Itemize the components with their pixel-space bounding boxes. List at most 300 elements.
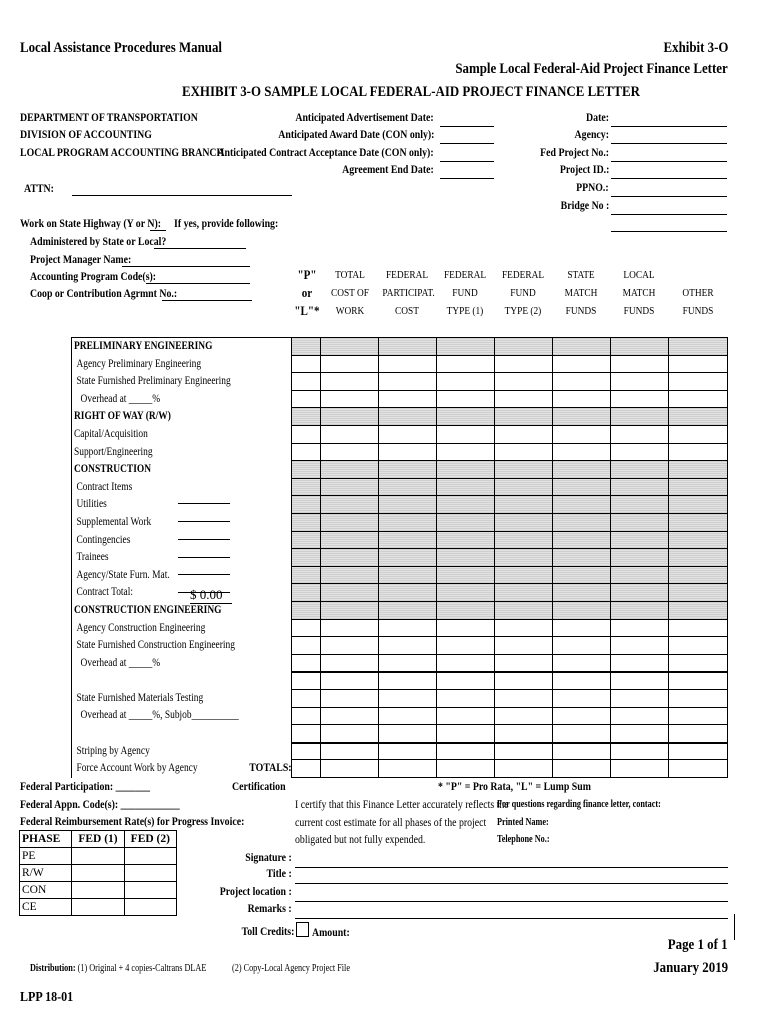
bridge-input[interactable] [611, 202, 727, 215]
grid-cell[interactable] [320, 671, 378, 689]
grid-cell[interactable] [320, 601, 378, 619]
attn-input[interactable] [72, 183, 292, 196]
toll-credits-label: Toll Credits: [241, 924, 294, 938]
grid-cell[interactable] [436, 636, 494, 654]
coop-label: Coop or Contribution Agrmnt No.: [30, 286, 178, 300]
grid-cell[interactable] [552, 707, 610, 725]
grid-cell[interactable] [668, 742, 728, 760]
agency-input[interactable] [611, 131, 727, 144]
remarks-input[interactable] [295, 906, 728, 919]
accept-date-label: Anticipated Contract Acceptance Date (CON only): [217, 145, 434, 159]
grid-cell[interactable] [378, 742, 436, 760]
grid-cell[interactable] [378, 724, 436, 742]
grid-cell[interactable] [494, 742, 552, 760]
grid-cell[interactable] [320, 689, 378, 707]
grid-cell[interactable] [552, 337, 610, 355]
grid-cell[interactable] [668, 372, 728, 390]
grid-cell[interactable] [552, 759, 610, 777]
fed-project-input[interactable] [611, 149, 727, 162]
grid-cell[interactable] [291, 689, 320, 707]
phase-cell[interactable] [72, 899, 124, 916]
grid-cell[interactable] [494, 513, 552, 531]
administered-input[interactable] [154, 236, 246, 249]
grid-cell[interactable] [610, 460, 668, 478]
grid-cell[interactable] [378, 548, 436, 566]
con-mat-label: Agency/State Furn. Mat. [76, 568, 170, 581]
mat-testing-label: State Furnished Materials Testing [76, 691, 204, 704]
grid-cell[interactable] [378, 654, 436, 672]
grid-cell[interactable] [436, 742, 494, 760]
grid-cell[interactable] [291, 355, 320, 373]
ce-overhead-label: Overhead at _____% [80, 656, 161, 669]
grid-cell[interactable] [320, 707, 378, 725]
grid-cell[interactable] [552, 478, 610, 496]
ppno-input[interactable] [611, 184, 727, 197]
grid-cell[interactable] [436, 583, 494, 601]
grid-cell[interactable] [320, 407, 378, 425]
certification-label: Certification [232, 779, 286, 793]
grid-cell[interactable] [610, 407, 668, 425]
grid-cell[interactable] [668, 443, 728, 461]
grid-cell[interactable] [320, 337, 378, 355]
administered-label: Administered by State or Local? [30, 234, 167, 248]
grid-cell[interactable] [436, 495, 494, 513]
grid-cell[interactable] [320, 654, 378, 672]
grid-cell[interactable] [378, 337, 436, 355]
grid-cell[interactable] [291, 425, 320, 443]
grid-cell[interactable] [436, 654, 494, 672]
grid-cell[interactable] [552, 724, 610, 742]
grid-cell[interactable] [291, 759, 320, 777]
grid-cell[interactable] [668, 601, 728, 619]
title-input[interactable] [295, 871, 728, 884]
grid-cell[interactable] [378, 390, 436, 408]
grid-cell[interactable] [668, 460, 728, 478]
col-total-header: TOTAL COST OF WORK [330, 269, 370, 317]
grid-cell[interactable] [494, 654, 552, 672]
grid-cell[interactable] [320, 759, 378, 777]
state-hwy-label: Work on State Highway (Y or N): [20, 216, 162, 230]
grid-cell[interactable] [668, 355, 728, 373]
signature-label: Signature : [245, 850, 292, 864]
grid-cell[interactable] [610, 689, 668, 707]
phase-cell[interactable] [124, 899, 176, 916]
col-fed1-header: FEDERAL FUND TYPE (1) [443, 269, 487, 317]
state-hwy-input[interactable] [150, 218, 166, 231]
grid-cell[interactable] [378, 478, 436, 496]
grid-cell[interactable] [610, 531, 668, 549]
accept-date-input[interactable] [440, 149, 494, 162]
striping-label: Striping by Agency [76, 744, 150, 757]
grid-cell[interactable] [291, 548, 320, 566]
grid-cell[interactable] [668, 724, 728, 742]
grid-cell[interactable] [668, 407, 728, 425]
grid-cell[interactable] [378, 513, 436, 531]
attn-label: ATTN: [24, 181, 54, 195]
grid-cell[interactable] [378, 355, 436, 373]
cert-text-1: I certify that this Finance Letter accurately reflects the [295, 797, 509, 811]
project-id-label: Project ID.: [559, 162, 609, 176]
remarks-label: Remarks : [248, 901, 292, 915]
grid-cell[interactable] [552, 654, 610, 672]
grid-cell[interactable] [378, 425, 436, 443]
grid-cell[interactable] [291, 478, 320, 496]
con-utilities-label: Utilities [76, 498, 107, 511]
grid-cell[interactable] [291, 601, 320, 619]
grid-cell[interactable] [320, 478, 378, 496]
grid-cell[interactable] [378, 583, 436, 601]
grid-cell[interactable] [552, 742, 610, 760]
grid-cell[interactable] [668, 478, 728, 496]
grid-cell[interactable] [668, 583, 728, 601]
grid-cell[interactable] [291, 583, 320, 601]
grid-cell[interactable] [610, 601, 668, 619]
amount-label: Amount: [312, 925, 350, 939]
grid-cell[interactable] [668, 619, 728, 637]
location-input[interactable] [295, 889, 728, 902]
grid-cell[interactable] [668, 654, 728, 672]
grid-cell[interactable] [436, 689, 494, 707]
grid-cell[interactable] [378, 460, 436, 478]
grid-cell[interactable] [320, 460, 378, 478]
rw-capital-label: Capital/Acquisition [74, 427, 148, 440]
grid-cell[interactable] [668, 636, 728, 654]
grid-cell[interactable] [610, 654, 668, 672]
grid-cell[interactable] [494, 619, 552, 637]
pm-name-input[interactable] [122, 254, 250, 267]
grid-cell[interactable] [552, 566, 610, 584]
signature-input[interactable] [295, 855, 728, 868]
col-fed2-header: FEDERAL FUND TYPE (2) [501, 269, 545, 317]
grid-cell[interactable] [378, 601, 436, 619]
grid-cell[interactable] [610, 759, 668, 777]
grid-cell[interactable] [552, 671, 610, 689]
grid-cell[interactable] [320, 742, 378, 760]
pm-name-label: Project Manager Name: [30, 252, 132, 266]
col-pl-header: "P" or "L"* [294, 267, 320, 318]
grid-cell[interactable] [436, 724, 494, 742]
award-date-input[interactable] [440, 131, 494, 144]
grid-cell[interactable] [610, 425, 668, 443]
printed-name-label: Printed Name: [497, 817, 549, 828]
grid-cell[interactable] [494, 495, 552, 513]
fed1-header: FED (1) [72, 831, 124, 848]
grid-cell[interactable] [494, 583, 552, 601]
grid-cell[interactable] [610, 495, 668, 513]
grid-cell[interactable] [494, 689, 552, 707]
grid-cell[interactable] [668, 707, 728, 725]
grid-cell[interactable] [378, 707, 436, 725]
grid-cell[interactable] [668, 531, 728, 549]
con-cont-input[interactable] [178, 545, 230, 558]
grid-cell[interactable] [610, 671, 668, 689]
grid-cell[interactable] [320, 548, 378, 566]
grid-cell[interactable] [494, 355, 552, 373]
phase-con: CON [20, 882, 72, 899]
col-state-header: STATE MATCH FUNDS [564, 269, 598, 317]
totals-cell[interactable] [610, 777, 668, 779]
grid-cell[interactable] [436, 513, 494, 531]
grid-cell[interactable] [552, 390, 610, 408]
adv-date-label: Anticipated Advertisement Date: [295, 110, 434, 124]
grid-cell[interactable] [552, 407, 610, 425]
grid-cell[interactable] [668, 495, 728, 513]
grid-cell[interactable] [320, 495, 378, 513]
grid-cell[interactable] [320, 443, 378, 461]
grid-cell[interactable] [668, 566, 728, 584]
fed-appn-label: Federal Appn. Code(s): ____________ [20, 797, 180, 811]
grid-cell[interactable] [552, 531, 610, 549]
grid-cell[interactable] [291, 619, 320, 637]
phase-rw: R/W [20, 865, 72, 882]
grid-cell[interactable] [494, 724, 552, 742]
grid-cell[interactable] [610, 513, 668, 531]
grid-cell[interactable] [378, 407, 436, 425]
reimb-label: Federal Reimbursement Rate(s) for Progress Invoice: [20, 814, 245, 828]
grid-cell[interactable] [610, 742, 668, 760]
phase-cell[interactable] [124, 882, 176, 899]
grid-cell[interactable] [610, 724, 668, 742]
grid-cell[interactable] [436, 478, 494, 496]
grid-cell[interactable] [436, 372, 494, 390]
grid-cell[interactable] [494, 707, 552, 725]
grid-cell[interactable] [320, 724, 378, 742]
exhibit-label: Exhibit 3-O [663, 40, 728, 56]
grid-cell[interactable] [378, 759, 436, 777]
grid-cell[interactable] [494, 443, 552, 461]
grid-cell[interactable] [552, 372, 610, 390]
grid-cell[interactable] [552, 636, 610, 654]
grid-cell[interactable] [436, 619, 494, 637]
grid-cell[interactable] [291, 707, 320, 725]
grid-cell[interactable] [552, 619, 610, 637]
distribution-label: Distribution: [30, 963, 76, 974]
grid-cell[interactable] [610, 548, 668, 566]
con-supp-label: Supplemental Work [76, 515, 152, 528]
grid-cell[interactable] [436, 337, 494, 355]
grid-cell[interactable] [291, 407, 320, 425]
grid-cell[interactable] [610, 337, 668, 355]
grid-cell[interactable] [291, 337, 320, 355]
grid-cell[interactable] [378, 443, 436, 461]
grid-cell[interactable] [291, 513, 320, 531]
grid-cell[interactable] [552, 355, 610, 373]
dept-line3: LOCAL PROGRAM ACCOUNTING BRANCH [20, 145, 225, 159]
grid-cell[interactable] [610, 355, 668, 373]
grid-cell[interactable] [552, 601, 610, 619]
phase-cell[interactable] [124, 865, 176, 882]
distribution-2: (2) Copy-Local Agency Project File [232, 963, 350, 974]
grid-cell[interactable] [378, 619, 436, 637]
grid-cell[interactable] [494, 601, 552, 619]
grid-cell[interactable] [436, 759, 494, 777]
award-date-label: Anticipated Award Date (CON only): [277, 127, 434, 141]
grid-cell[interactable] [291, 724, 320, 742]
grid-cell[interactable] [494, 759, 552, 777]
grid-cell[interactable] [291, 390, 320, 408]
grid-cell[interactable] [494, 671, 552, 689]
grid-cell[interactable] [291, 742, 320, 760]
grid-cell[interactable] [291, 636, 320, 654]
con-trainees-input[interactable] [178, 562, 230, 575]
grid-cell[interactable] [320, 531, 378, 549]
grid-cell[interactable] [552, 583, 610, 601]
con-supp-input[interactable] [178, 527, 230, 540]
ce-state-label: State Furnished Construction Engineering [76, 639, 235, 652]
grid-cell[interactable] [291, 443, 320, 461]
grid-cell[interactable] [494, 531, 552, 549]
grid-cell[interactable] [320, 513, 378, 531]
totals-cell[interactable] [378, 777, 436, 779]
location-label: Project location : [220, 884, 292, 898]
totals-cell[interactable] [320, 777, 378, 779]
grid-cell[interactable] [494, 566, 552, 584]
pe-heading: PRELIMINARY ENGINEERING [74, 340, 213, 352]
col-fed-part-header: FEDERAL PARTICIPAT. COST [382, 269, 435, 317]
phase-cell[interactable] [124, 848, 176, 865]
grid-cell[interactable] [291, 495, 320, 513]
grid-cell[interactable] [610, 566, 668, 584]
grid-cell[interactable] [436, 407, 494, 425]
grid-cell[interactable] [494, 372, 552, 390]
grid-cell[interactable] [378, 372, 436, 390]
grid-cell[interactable] [668, 759, 728, 777]
con-cont-label: Contingencies [76, 533, 131, 546]
grid-cell[interactable] [436, 548, 494, 566]
fed-project-label: Fed Project No.: [540, 145, 609, 159]
grid-cell[interactable] [291, 654, 320, 672]
extra-line [611, 231, 727, 232]
grid-cell[interactable] [436, 355, 494, 373]
grid-cell[interactable] [378, 495, 436, 513]
grid-cell[interactable] [320, 425, 378, 443]
coop-input[interactable] [162, 288, 252, 301]
grid-cell[interactable] [552, 495, 610, 513]
grid-cell[interactable] [494, 460, 552, 478]
grid-cell[interactable] [494, 636, 552, 654]
grid-cell[interactable] [378, 531, 436, 549]
totals-cell[interactable] [291, 777, 320, 779]
con-utilities-input[interactable] [178, 509, 230, 522]
grid-cell[interactable] [436, 425, 494, 443]
date-label: Date: [586, 110, 609, 124]
grid-cell[interactable] [320, 566, 378, 584]
phase-cell[interactable] [72, 865, 124, 882]
grid-cell[interactable] [668, 337, 728, 355]
grid-cell[interactable] [320, 372, 378, 390]
grid-cell[interactable] [552, 513, 610, 531]
ce-heading: CONSTRUCTION ENGINEERING [74, 603, 222, 616]
grid-cell[interactable] [610, 707, 668, 725]
grid-cell[interactable] [436, 566, 494, 584]
grid-cell[interactable] [320, 355, 378, 373]
manual-title: Local Assistance Procedures Manual [20, 40, 222, 56]
toll-credits-checkbox[interactable] [296, 922, 309, 937]
phase-ce: CE [20, 899, 72, 916]
grid-cell[interactable] [494, 407, 552, 425]
grid-cell[interactable] [291, 460, 320, 478]
grid-cell[interactable] [378, 689, 436, 707]
pe-agency-label: Agency Preliminary Engineering [76, 357, 202, 370]
grid-cell[interactable] [291, 531, 320, 549]
grid-cell[interactable] [494, 425, 552, 443]
grid-cell[interactable] [610, 443, 668, 461]
grid-cell[interactable] [436, 707, 494, 725]
grid-cell[interactable] [668, 390, 728, 408]
grid-cell[interactable] [552, 548, 610, 566]
grid-cell[interactable] [668, 513, 728, 531]
grid-cell[interactable] [552, 460, 610, 478]
form-number: LPP 18-01 [20, 990, 74, 1005]
grid-cell[interactable] [668, 548, 728, 566]
grid-cell[interactable] [610, 583, 668, 601]
end-date-label: Agreement End Date: [342, 162, 434, 176]
page-number: Page 1 of 1 [668, 937, 728, 953]
grid-cell[interactable] [552, 425, 610, 443]
ppno-label: PPNO.: [576, 180, 609, 194]
grid-cell[interactable] [668, 689, 728, 707]
grid-cell[interactable] [436, 531, 494, 549]
project-id-input[interactable] [611, 166, 727, 179]
grid-cell[interactable] [668, 671, 728, 689]
grid-cell[interactable] [436, 601, 494, 619]
grid-cell[interactable] [320, 636, 378, 654]
col-other-header: OTHER FUNDS [682, 287, 714, 317]
phase-cell[interactable] [72, 882, 124, 899]
con-trainees-label: Trainees [76, 551, 109, 564]
end-date-input[interactable] [440, 166, 494, 179]
grid-cell[interactable] [320, 619, 378, 637]
grid-cell[interactable] [610, 478, 668, 496]
grid-cell[interactable] [610, 636, 668, 654]
rw-support-label: Support/Engineering [74, 445, 153, 458]
con-total-value: $ 0.00 [190, 587, 232, 604]
acct-prog-input[interactable] [146, 271, 250, 284]
grid-cell[interactable] [494, 548, 552, 566]
grid-cell[interactable] [552, 689, 610, 707]
totals-cell[interactable] [668, 777, 728, 779]
grid-cell[interactable] [378, 636, 436, 654]
grid-cell[interactable] [291, 566, 320, 584]
grid-cell[interactable] [494, 337, 552, 355]
col-local-header: LOCAL MATCH FUNDS [622, 269, 656, 317]
grid-cell[interactable] [320, 390, 378, 408]
grid-cell[interactable] [320, 583, 378, 601]
grid-cell[interactable] [291, 671, 320, 689]
adv-date-input[interactable] [440, 114, 494, 127]
grid-cell[interactable] [291, 372, 320, 390]
grid-cell[interactable] [436, 390, 494, 408]
grid-cell[interactable] [436, 671, 494, 689]
date-input[interactable] [611, 114, 727, 127]
grid-cell[interactable] [610, 390, 668, 408]
grid-cell[interactable] [668, 425, 728, 443]
con-items-input[interactable] [178, 491, 230, 504]
grid-cell[interactable] [552, 443, 610, 461]
dept-line1: DEPARTMENT OF TRANSPORTATION [20, 110, 198, 124]
grid-cell[interactable] [610, 619, 668, 637]
grid-cell[interactable] [610, 372, 668, 390]
distribution [30, 963, 206, 974]
grid-cell[interactable] [378, 566, 436, 584]
grid-cell[interactable] [494, 390, 552, 408]
grid-cell[interactable] [436, 460, 494, 478]
phase-cell[interactable] [72, 848, 124, 865]
grid-cell[interactable] [436, 443, 494, 461]
agency-label: Agency: [574, 127, 609, 141]
grid-cell[interactable] [378, 671, 436, 689]
grid-cell[interactable] [494, 478, 552, 496]
